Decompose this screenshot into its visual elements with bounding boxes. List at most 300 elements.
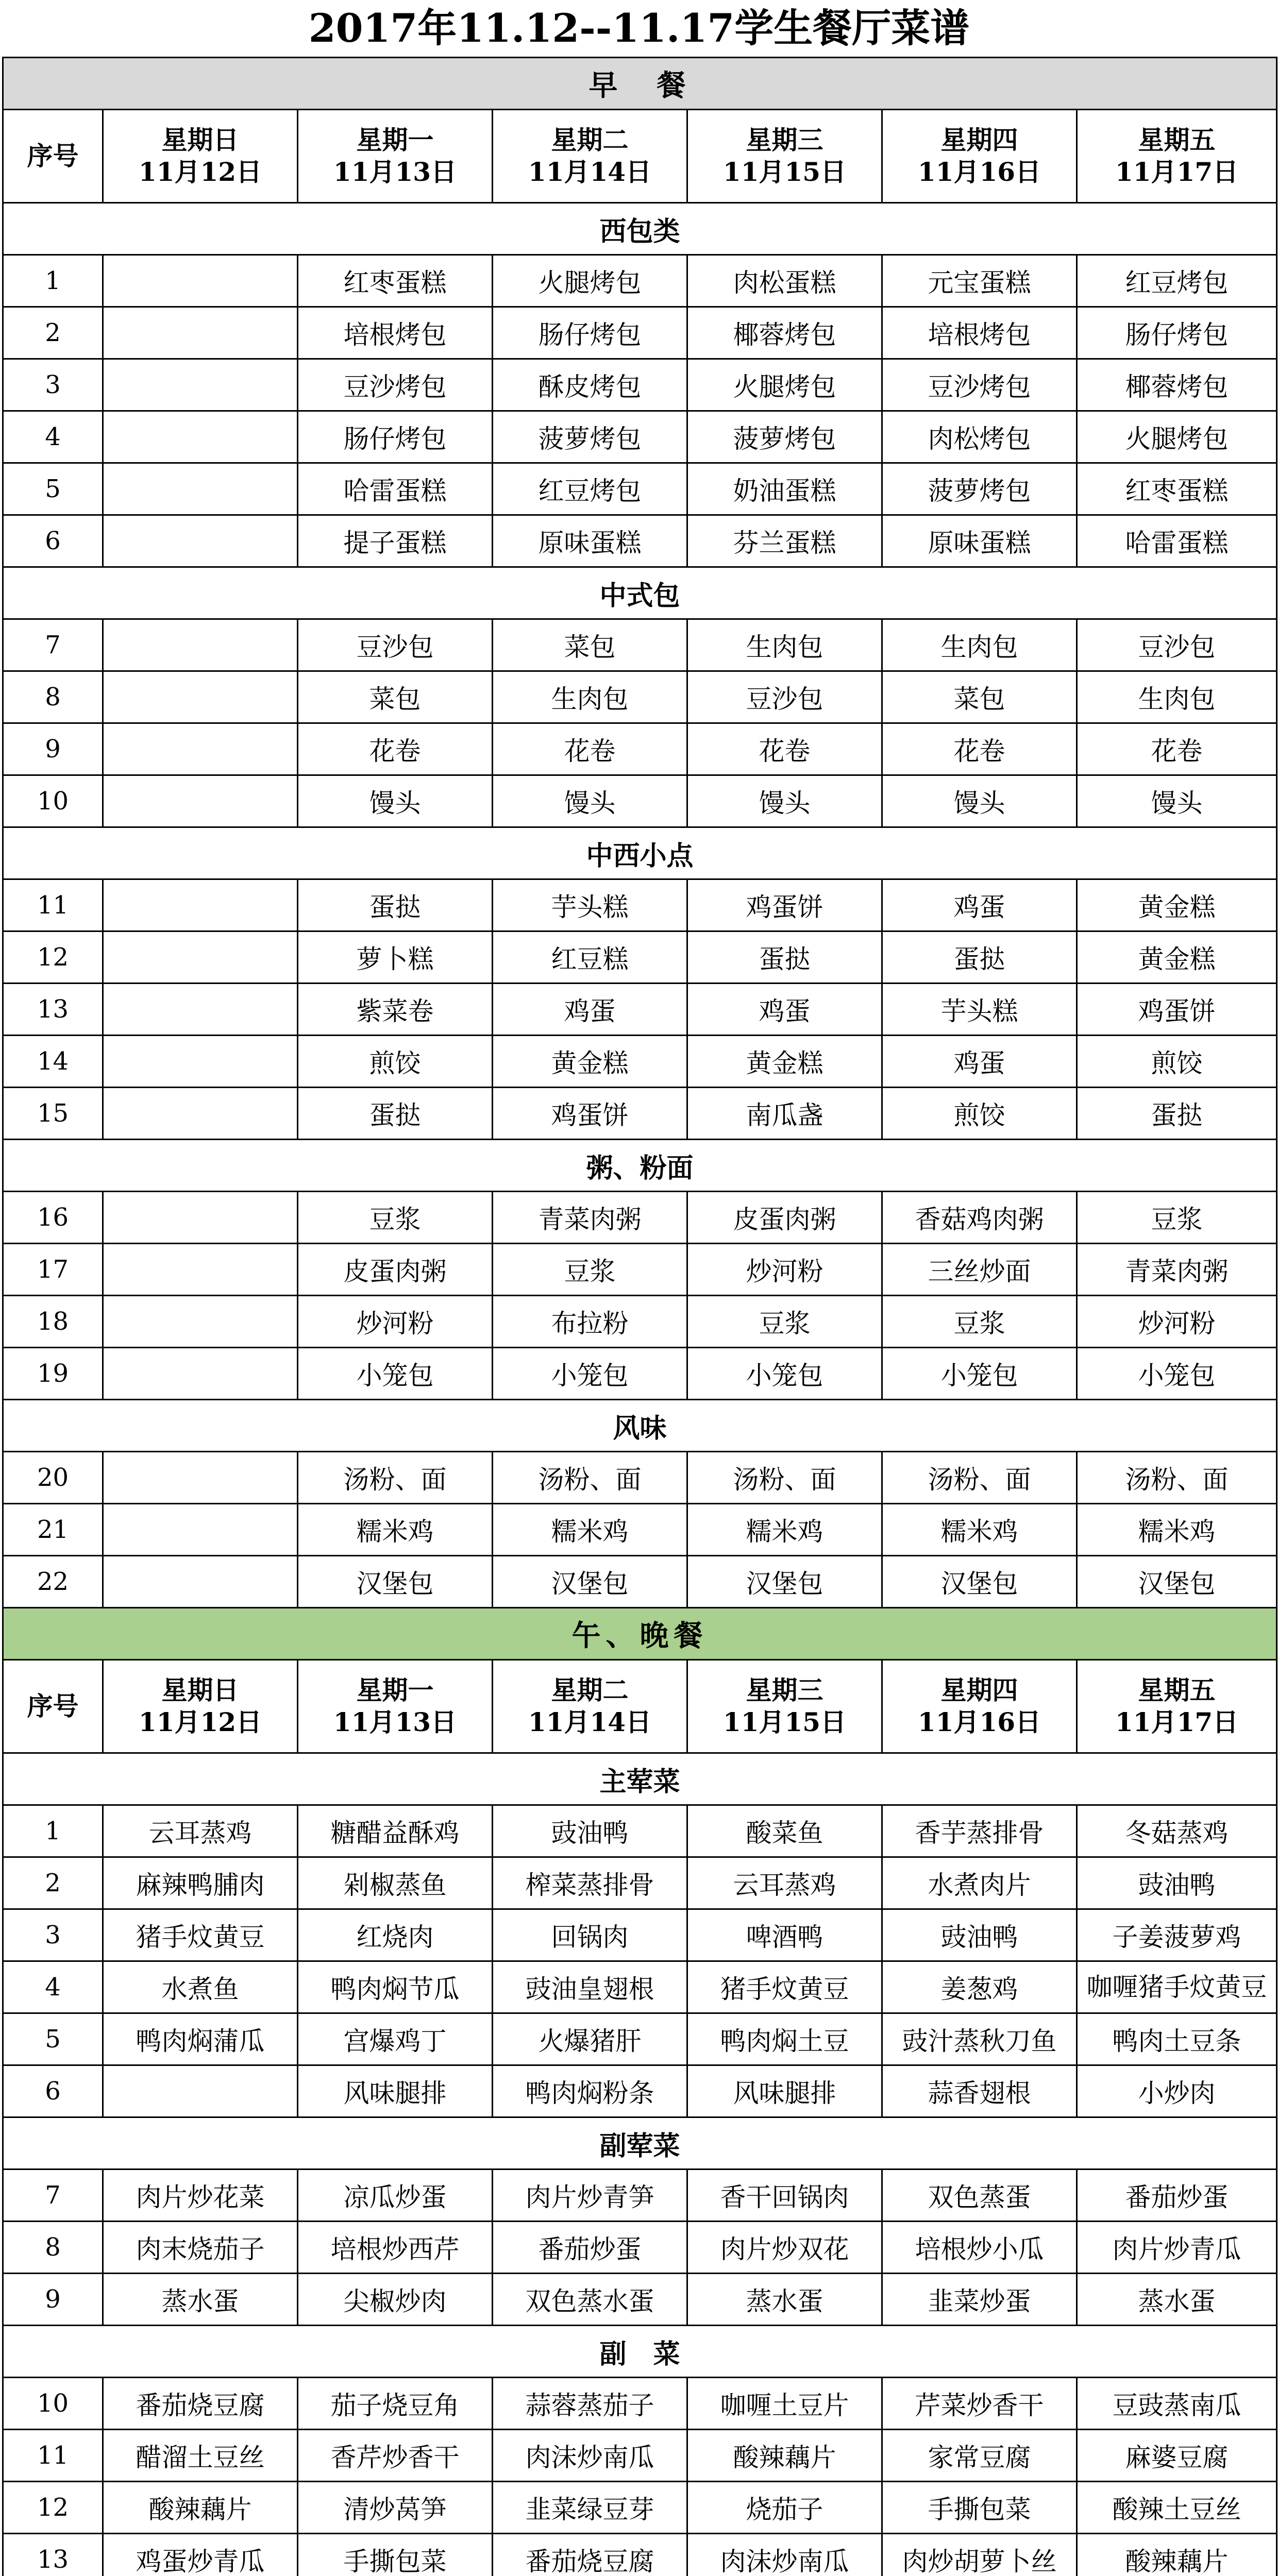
menu-table [2, 57, 1277, 2576]
dish-cell: 糯米鸡 [882, 1504, 1077, 1556]
day-date: 11月12日 [138, 157, 262, 187]
dish-cell: 豆沙烤包 [298, 359, 493, 411]
dish-cell: 风味腿排 [298, 2065, 493, 2117]
dish-cell: 元宝蛋糕 [882, 255, 1077, 307]
dish-cell: 皮蛋肉粥 [687, 1192, 882, 1244]
dish-cell [103, 1036, 298, 1088]
dish-cell: 蛋挞 [687, 931, 882, 984]
dish-cell: 咖喱猪手炆黄豆 [1077, 1961, 1277, 2013]
day-date: 11月14日 [528, 157, 652, 187]
dish-cell: 火腿烤包 [493, 255, 687, 307]
day-name: 星期五 [1138, 1674, 1216, 1705]
dish-cell: 青菜肉粥 [1077, 1244, 1277, 1296]
dish-cell: 菜包 [298, 671, 493, 723]
dish-row [3, 1296, 1277, 1348]
day-name: 星期四 [940, 1674, 1018, 1705]
row-index: 17 [3, 1244, 103, 1296]
category-row [3, 567, 1277, 619]
day-header-1 [298, 1660, 493, 1753]
dish-cell: 蛋挞 [1077, 1088, 1277, 1140]
dish-row [3, 2013, 1277, 2065]
dish-cell: 红枣蛋糕 [1077, 463, 1277, 515]
day-date: 11月16日 [917, 1707, 1041, 1737]
dish-cell: 蒸水蛋 [687, 2274, 882, 2326]
dish-cell [103, 723, 298, 775]
dish-cell: 小炒肉 [1077, 2065, 1277, 2117]
dish-row [3, 2430, 1277, 2482]
dish-cell: 香芹炒香干 [298, 2430, 493, 2482]
dish-cell: 云耳蒸鸡 [103, 1805, 298, 1857]
dish-row [3, 931, 1277, 984]
dish-row [3, 1556, 1277, 1608]
day-date: 11月13日 [333, 1707, 457, 1737]
dish-cell [103, 411, 298, 463]
dish-cell: 紫菜卷 [298, 984, 493, 1036]
dish-cell: 芋头糕 [493, 879, 687, 931]
row-index: 11 [3, 2430, 103, 2482]
row-index: 5 [3, 463, 103, 515]
dish-cell: 煎饺 [1077, 1036, 1277, 1088]
row-index: 7 [3, 2170, 103, 2222]
dish-cell: 汤粉、面 [493, 1452, 687, 1504]
dish-cell [103, 1192, 298, 1244]
dish-cell: 炒河粉 [298, 1296, 493, 1348]
dish-cell: 火腿烤包 [687, 359, 882, 411]
index-header: 序号 [3, 1660, 103, 1753]
dish-cell: 小笼包 [687, 1348, 882, 1400]
row-index: 10 [3, 2378, 103, 2430]
dish-cell [103, 515, 298, 567]
dish-cell: 鸭肉焖蒲瓜 [103, 2013, 298, 2065]
dish-cell: 双色蒸水蛋 [493, 2274, 687, 2326]
dish-cell: 煎饺 [298, 1036, 493, 1088]
dish-cell: 鸡蛋饼 [493, 1088, 687, 1140]
dish-cell: 鸭肉焖粉条 [493, 2065, 687, 2117]
dish-cell: 蛋挞 [298, 1088, 493, 1140]
dish-cell: 剁椒蒸鱼 [298, 1857, 493, 1909]
dish-cell: 豆沙包 [687, 671, 882, 723]
dish-cell: 豉油鸭 [1077, 1857, 1277, 1909]
dish-cell: 汉堡包 [882, 1556, 1077, 1608]
dish-cell: 韭菜绿豆芽 [493, 2482, 687, 2534]
category-row [3, 1140, 1277, 1192]
dish-cell: 云耳蒸鸡 [687, 1857, 882, 1909]
dish-cell: 豆浆 [493, 1244, 687, 1296]
dish-cell: 凉瓜炒蛋 [298, 2170, 493, 2222]
day-header-2 [493, 110, 687, 203]
dish-cell: 青菜肉粥 [493, 1192, 687, 1244]
dish-row [3, 1192, 1277, 1244]
dish-cell [103, 1504, 298, 1556]
row-index: 4 [3, 1961, 103, 2013]
dish-cell [103, 255, 298, 307]
row-index: 19 [3, 1348, 103, 1400]
dish-cell: 红枣蛋糕 [298, 255, 493, 307]
dish-cell: 蒜蓉蒸茄子 [493, 2378, 687, 2430]
dish-cell: 肠仔烤包 [493, 307, 687, 359]
dish-cell: 生肉包 [1077, 671, 1277, 723]
dish-cell: 蒸水蛋 [103, 2274, 298, 2326]
dish-cell: 菜包 [882, 671, 1077, 723]
dish-cell: 小笼包 [493, 1348, 687, 1400]
dish-cell: 糯米鸡 [493, 1504, 687, 1556]
dish-cell: 烧茄子 [687, 2482, 882, 2534]
day-date: 11月13日 [333, 157, 457, 187]
dish-cell: 花卷 [1077, 723, 1277, 775]
day-header-0 [103, 1660, 298, 1753]
dish-cell: 芋头糕 [882, 984, 1077, 1036]
dish-cell: 汤粉、面 [298, 1452, 493, 1504]
dish-cell: 红豆烤包 [493, 463, 687, 515]
dish-cell: 酥皮烤包 [493, 359, 687, 411]
row-index: 16 [3, 1192, 103, 1244]
row-index: 6 [3, 2065, 103, 2117]
dish-cell: 肉末烧茄子 [103, 2222, 298, 2274]
row-index: 13 [3, 2534, 103, 2576]
dish-cell: 肉片炒双花 [687, 2222, 882, 2274]
day-header-3 [687, 110, 882, 203]
day-header-1 [298, 110, 493, 203]
dish-cell: 猪手炆黄豆 [687, 1961, 882, 2013]
day-header-3 [687, 1660, 882, 1753]
dish-cell: 番茄炒蛋 [1077, 2170, 1277, 2222]
dish-cell: 豆豉蒸南瓜 [1077, 2378, 1277, 2430]
dish-row [3, 775, 1277, 827]
dish-cell: 豆浆 [1077, 1192, 1277, 1244]
dish-row [3, 2378, 1277, 2430]
dish-cell: 布拉粉 [493, 1296, 687, 1348]
day-name: 星期五 [1138, 124, 1216, 155]
row-index: 20 [3, 1452, 103, 1504]
dish-cell: 香干回锅肉 [687, 2170, 882, 2222]
dish-cell: 汉堡包 [687, 1556, 882, 1608]
dish-cell: 黄金糕 [687, 1036, 882, 1088]
dish-cell: 手撕包菜 [882, 2482, 1077, 2534]
row-index: 5 [3, 2013, 103, 2065]
row-index: 9 [3, 723, 103, 775]
dish-cell: 汉堡包 [1077, 1556, 1277, 1608]
dish-cell: 豉油鸭 [882, 1909, 1077, 1961]
dish-cell: 宫爆鸡丁 [298, 2013, 493, 2065]
dish-cell: 猪手炆黄豆 [103, 1909, 298, 1961]
dish-cell: 黄金糕 [1077, 879, 1277, 931]
dish-cell: 原味蛋糕 [882, 515, 1077, 567]
row-index: 1 [3, 255, 103, 307]
dish-cell: 生肉包 [493, 671, 687, 723]
row-index: 3 [3, 1909, 103, 1961]
day-name: 星期一 [356, 1674, 434, 1705]
dish-cell: 馒头 [298, 775, 493, 827]
dish-cell: 汉堡包 [298, 1556, 493, 1608]
dish-cell: 糯米鸡 [1077, 1504, 1277, 1556]
dish-cell: 三丝炒面 [882, 1244, 1077, 1296]
day-date: 11月15日 [722, 157, 847, 187]
dish-cell: 姜葱鸡 [882, 1961, 1077, 2013]
dish-row [3, 1909, 1277, 1961]
row-index: 8 [3, 671, 103, 723]
dish-cell: 肠仔烤包 [298, 411, 493, 463]
dish-cell: 麻辣鸭脯肉 [103, 1857, 298, 1909]
dish-cell: 菠萝烤包 [882, 463, 1077, 515]
dish-cell: 香菇鸡肉粥 [882, 1192, 1077, 1244]
dish-cell: 鸭肉土豆条 [1077, 2013, 1277, 2065]
dish-cell: 榨菜蒸排骨 [493, 1857, 687, 1909]
dish-cell: 培根炒小瓜 [882, 2222, 1077, 2274]
dish-cell: 红烧肉 [298, 1909, 493, 1961]
dish-row [3, 1961, 1277, 2013]
day-header-4 [882, 1660, 1077, 1753]
index-header: 序号 [3, 110, 103, 203]
dish-cell: 肉松烤包 [882, 411, 1077, 463]
dish-cell: 豆沙包 [298, 619, 493, 671]
dish-cell: 馒头 [687, 775, 882, 827]
row-index: 21 [3, 1504, 103, 1556]
section-title: 午、晚餐 [3, 1608, 1277, 1660]
dish-cell [103, 1348, 298, 1400]
dish-row [3, 2482, 1277, 2534]
dish-cell: 哈雷蛋糕 [1077, 515, 1277, 567]
dish-cell: 哈雷蛋糕 [298, 463, 493, 515]
dish-cell: 鸡蛋 [882, 879, 1077, 931]
category-row [3, 2326, 1277, 2378]
row-index: 7 [3, 619, 103, 671]
dish-cell: 小笼包 [1077, 1348, 1277, 1400]
dish-cell: 汤粉、面 [882, 1452, 1077, 1504]
dish-cell: 煎饺 [882, 1088, 1077, 1140]
dish-cell: 芬兰蛋糕 [687, 515, 882, 567]
dish-cell: 培根烤包 [298, 307, 493, 359]
day-name: 星期四 [940, 124, 1018, 155]
dish-cell [103, 984, 298, 1036]
dish-row [3, 723, 1277, 775]
day-header-4 [882, 110, 1077, 203]
dish-row [3, 463, 1277, 515]
row-index: 12 [3, 2482, 103, 2534]
day-date: 11月17日 [1115, 157, 1239, 187]
dish-cell [103, 1296, 298, 1348]
dish-cell: 番茄烧豆腐 [103, 2378, 298, 2430]
dish-cell: 原味蛋糕 [493, 515, 687, 567]
dish-row [3, 2534, 1277, 2576]
dish-cell [103, 307, 298, 359]
dish-cell: 生肉包 [882, 619, 1077, 671]
dish-cell: 菠萝烤包 [687, 411, 882, 463]
dish-cell: 菠萝烤包 [493, 411, 687, 463]
dish-cell: 豆沙包 [1077, 619, 1277, 671]
category-row [3, 203, 1277, 255]
dish-cell: 回锅肉 [493, 1909, 687, 1961]
dish-cell: 鸡蛋炒青瓜 [103, 2534, 298, 2576]
dish-cell [103, 619, 298, 671]
day-date: 11月16日 [917, 157, 1041, 187]
row-index: 8 [3, 2222, 103, 2274]
day-header-0 [103, 110, 298, 203]
dish-cell: 肉炒胡萝卜丝 [882, 2534, 1077, 2576]
dish-cell: 豉油鸭 [493, 1805, 687, 1857]
dish-cell: 奶油蛋糕 [687, 463, 882, 515]
dish-cell: 清炒莴笋 [298, 2482, 493, 2534]
dish-cell: 椰蓉烤包 [1077, 359, 1277, 411]
dish-cell: 花卷 [882, 723, 1077, 775]
row-index: 4 [3, 411, 103, 463]
dish-cell: 糯米鸡 [298, 1504, 493, 1556]
dish-cell: 咖喱土豆片 [687, 2378, 882, 2430]
dish-cell: 豆浆 [298, 1192, 493, 1244]
dish-cell [103, 2065, 298, 2117]
dish-cell: 鸡蛋饼 [687, 879, 882, 931]
row-index: 14 [3, 1036, 103, 1088]
dish-cell: 提子蛋糕 [298, 515, 493, 567]
dish-cell: 肠仔烤包 [1077, 307, 1277, 359]
dish-cell: 南瓜盏 [687, 1088, 882, 1140]
category-row [3, 1753, 1277, 1805]
category-row [3, 1400, 1277, 1452]
section-row [3, 1608, 1277, 1660]
dish-cell [103, 463, 298, 515]
dish-cell [103, 1088, 298, 1140]
dish-cell: 茄子烧豆角 [298, 2378, 493, 2430]
dish-cell: 蒸水蛋 [1077, 2274, 1277, 2326]
dish-cell: 风味腿排 [687, 2065, 882, 2117]
dish-row [3, 1857, 1277, 1909]
dish-cell [103, 931, 298, 984]
dish-cell: 肉沫炒南瓜 [493, 2430, 687, 2482]
page-title: 2017年11.12--11.17学生餐厅菜谱 [308, 5, 970, 51]
dish-row [3, 671, 1277, 723]
dish-cell: 豆沙烤包 [882, 359, 1077, 411]
row-index: 2 [3, 307, 103, 359]
dish-cell: 啤酒鸭 [687, 1909, 882, 1961]
dish-cell: 馒头 [493, 775, 687, 827]
day-name: 星期二 [551, 1674, 629, 1705]
dish-cell: 酸辣藕片 [687, 2430, 882, 2482]
dish-cell: 黄金糕 [1077, 931, 1277, 984]
dish-cell [103, 1556, 298, 1608]
dish-cell: 肉松蛋糕 [687, 255, 882, 307]
dish-cell: 火腿烤包 [1077, 411, 1277, 463]
day-header-row [3, 110, 1277, 203]
dish-cell: 家常豆腐 [882, 2430, 1077, 2482]
dish-cell: 炒河粉 [1077, 1296, 1277, 1348]
dish-cell: 糖醋益酥鸡 [298, 1805, 493, 1857]
dish-row [3, 1805, 1277, 1857]
category-title: 中西小点 [3, 827, 1277, 879]
dish-row [3, 1244, 1277, 1296]
dish-cell: 番茄烧豆腐 [493, 2534, 687, 2576]
dish-cell [103, 1452, 298, 1504]
category-row [3, 827, 1277, 879]
dish-cell: 醋溜土豆丝 [103, 2430, 298, 2482]
dish-cell: 红豆烤包 [1077, 255, 1277, 307]
category-title: 副荤菜 [3, 2117, 1277, 2170]
row-index: 22 [3, 1556, 103, 1608]
dish-cell: 麻婆豆腐 [1077, 2430, 1277, 2482]
row-index: 3 [3, 359, 103, 411]
dish-cell: 糯米鸡 [687, 1504, 882, 1556]
day-name: 星期日 [161, 124, 239, 155]
dish-cell [103, 359, 298, 411]
dish-cell: 汉堡包 [493, 1556, 687, 1608]
day-header-5 [1077, 1660, 1277, 1753]
dish-cell: 火爆猪肝 [493, 2013, 687, 2065]
dish-cell: 鸡蛋饼 [1077, 984, 1277, 1036]
dish-cell: 豉油皇翅根 [493, 1961, 687, 2013]
dish-cell: 菜包 [493, 619, 687, 671]
dish-cell: 水煮肉片 [882, 1857, 1077, 1909]
dish-cell: 双色蒸蛋 [882, 2170, 1077, 2222]
dish-cell: 肉沫炒南瓜 [687, 2534, 882, 2576]
dish-cell: 花卷 [687, 723, 882, 775]
dish-cell: 豉汁蒸秋刀鱼 [882, 2013, 1077, 2065]
dish-cell: 培根烤包 [882, 307, 1077, 359]
day-name: 星期日 [161, 1674, 239, 1705]
dish-cell: 鸡蛋 [687, 984, 882, 1036]
dish-row [3, 2222, 1277, 2274]
dish-cell: 花卷 [298, 723, 493, 775]
dish-cell: 酸辣藕片 [103, 2482, 298, 2534]
dish-cell: 水煮鱼 [103, 1961, 298, 2013]
dish-row [3, 2170, 1277, 2222]
dish-row [3, 2065, 1277, 2117]
dish-cell [103, 671, 298, 723]
row-index: 18 [3, 1296, 103, 1348]
day-date: 11月17日 [1115, 1707, 1239, 1737]
dish-cell: 蛋挞 [882, 931, 1077, 984]
day-header-row [3, 1660, 1277, 1753]
section-row [3, 58, 1277, 110]
dish-cell: 花卷 [493, 723, 687, 775]
dish-cell: 椰蓉烤包 [687, 307, 882, 359]
dish-cell: 生肉包 [687, 619, 882, 671]
dish-cell: 肉片炒青笋 [493, 2170, 687, 2222]
dish-cell: 蛋挞 [298, 879, 493, 931]
dish-cell: 汤粉、面 [687, 1452, 882, 1504]
dish-cell: 酸辣藕片 [1077, 2534, 1277, 2576]
dish-cell: 韭菜炒蛋 [882, 2274, 1077, 2326]
dish-cell: 蒜香翅根 [882, 2065, 1077, 2117]
day-name: 星期三 [746, 124, 823, 155]
row-index: 12 [3, 931, 103, 984]
dish-cell: 子姜菠萝鸡 [1077, 1909, 1277, 1961]
day-date: 11月15日 [722, 1707, 847, 1737]
dish-row [3, 1036, 1277, 1088]
dish-row [3, 307, 1277, 359]
dish-cell: 鸭肉焖节瓜 [298, 1961, 493, 2013]
day-name: 星期一 [356, 124, 434, 155]
dish-cell: 酸菜鱼 [687, 1805, 882, 1857]
dish-cell: 尖椒炒肉 [298, 2274, 493, 2326]
row-index: 15 [3, 1088, 103, 1140]
row-index: 6 [3, 515, 103, 567]
dish-cell: 馒头 [882, 775, 1077, 827]
row-index: 9 [3, 2274, 103, 2326]
dish-row [3, 984, 1277, 1036]
dish-row [3, 1088, 1277, 1140]
dish-cell: 香芋蒸排骨 [882, 1805, 1077, 1857]
row-index: 11 [3, 879, 103, 931]
dish-cell: 鸡蛋 [882, 1036, 1077, 1088]
dish-cell: 肉片炒青瓜 [1077, 2222, 1277, 2274]
dish-cell [103, 775, 298, 827]
category-title: 风味 [3, 1400, 1277, 1452]
dish-cell: 手撕包菜 [298, 2534, 493, 2576]
dish-cell: 黄金糕 [493, 1036, 687, 1088]
day-name: 星期二 [551, 124, 629, 155]
dish-cell: 酸辣土豆丝 [1077, 2482, 1277, 2534]
dish-cell: 小笼包 [882, 1348, 1077, 1400]
dish-cell: 肉片炒花菜 [103, 2170, 298, 2222]
dish-row [3, 411, 1277, 463]
